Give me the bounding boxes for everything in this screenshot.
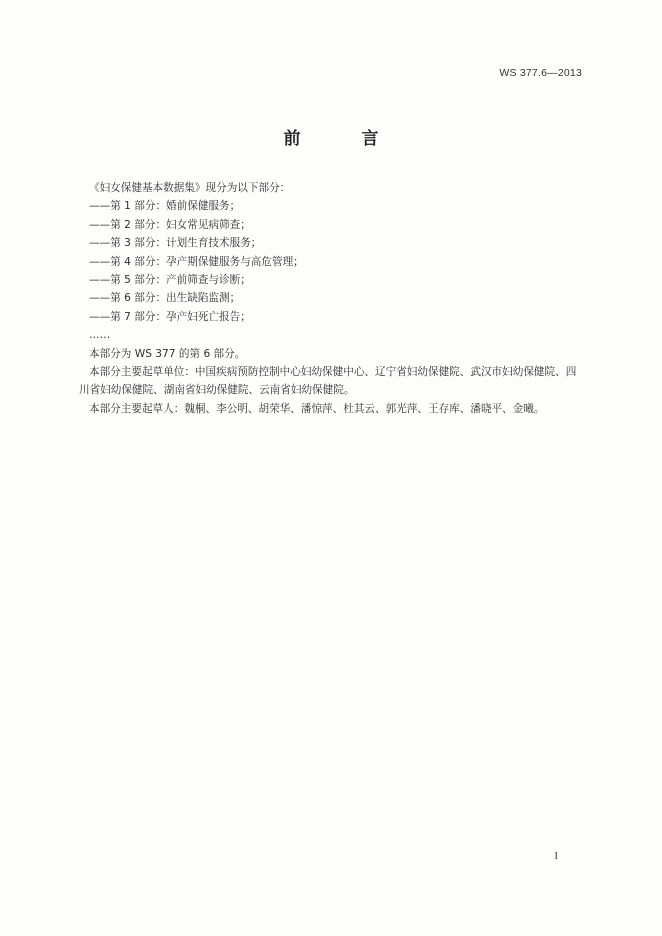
part-item: ——第 1 部分：婚前保健服务； (89, 200, 241, 213)
part-statement: 本部分为 WS 377 的第 6 部分。 (89, 347, 246, 360)
part-item: ——第 5 部分：产前筛查与诊断； (89, 274, 251, 287)
intro-line: 《妇女保健基本数据集》现分为以下部分： (89, 182, 291, 194)
drafting-units: 本部分主要起草单位：中国疾病预防控制中心妇幼保健中心、辽宁省妇幼保健院、武汉市妇幼保健院、四川省妇幼保健院、湖南省妇幼保健院、云南省妇幼保健院。 (79, 366, 577, 397)
part-item: ——第 6 部分：出生缺陷监测； (89, 292, 241, 305)
part-item: ——第 7 部分：孕产妇死亡报告； (89, 310, 251, 323)
drafters: 本部分主要起草人：魏桐、李公明、胡荣华、潘惊萍、杜其云、郭光萍、王存库、潘晓平、金曦。 (89, 402, 545, 415)
standard-code: WS 377.6—2013 (499, 67, 582, 79)
part-item: ——第 3 部分：计划生育技术服务； (89, 237, 262, 250)
preface-body (79, 179, 579, 418)
part-item: ——第 2 部分：妇女常见病筛查； (89, 218, 251, 231)
ellipsis: …… (89, 329, 111, 342)
page-title: 前 言 (283, 129, 401, 149)
page-number: I (554, 850, 558, 862)
part-item: ——第 4 部分：孕产期保健服务与高危管理； (89, 255, 304, 268)
